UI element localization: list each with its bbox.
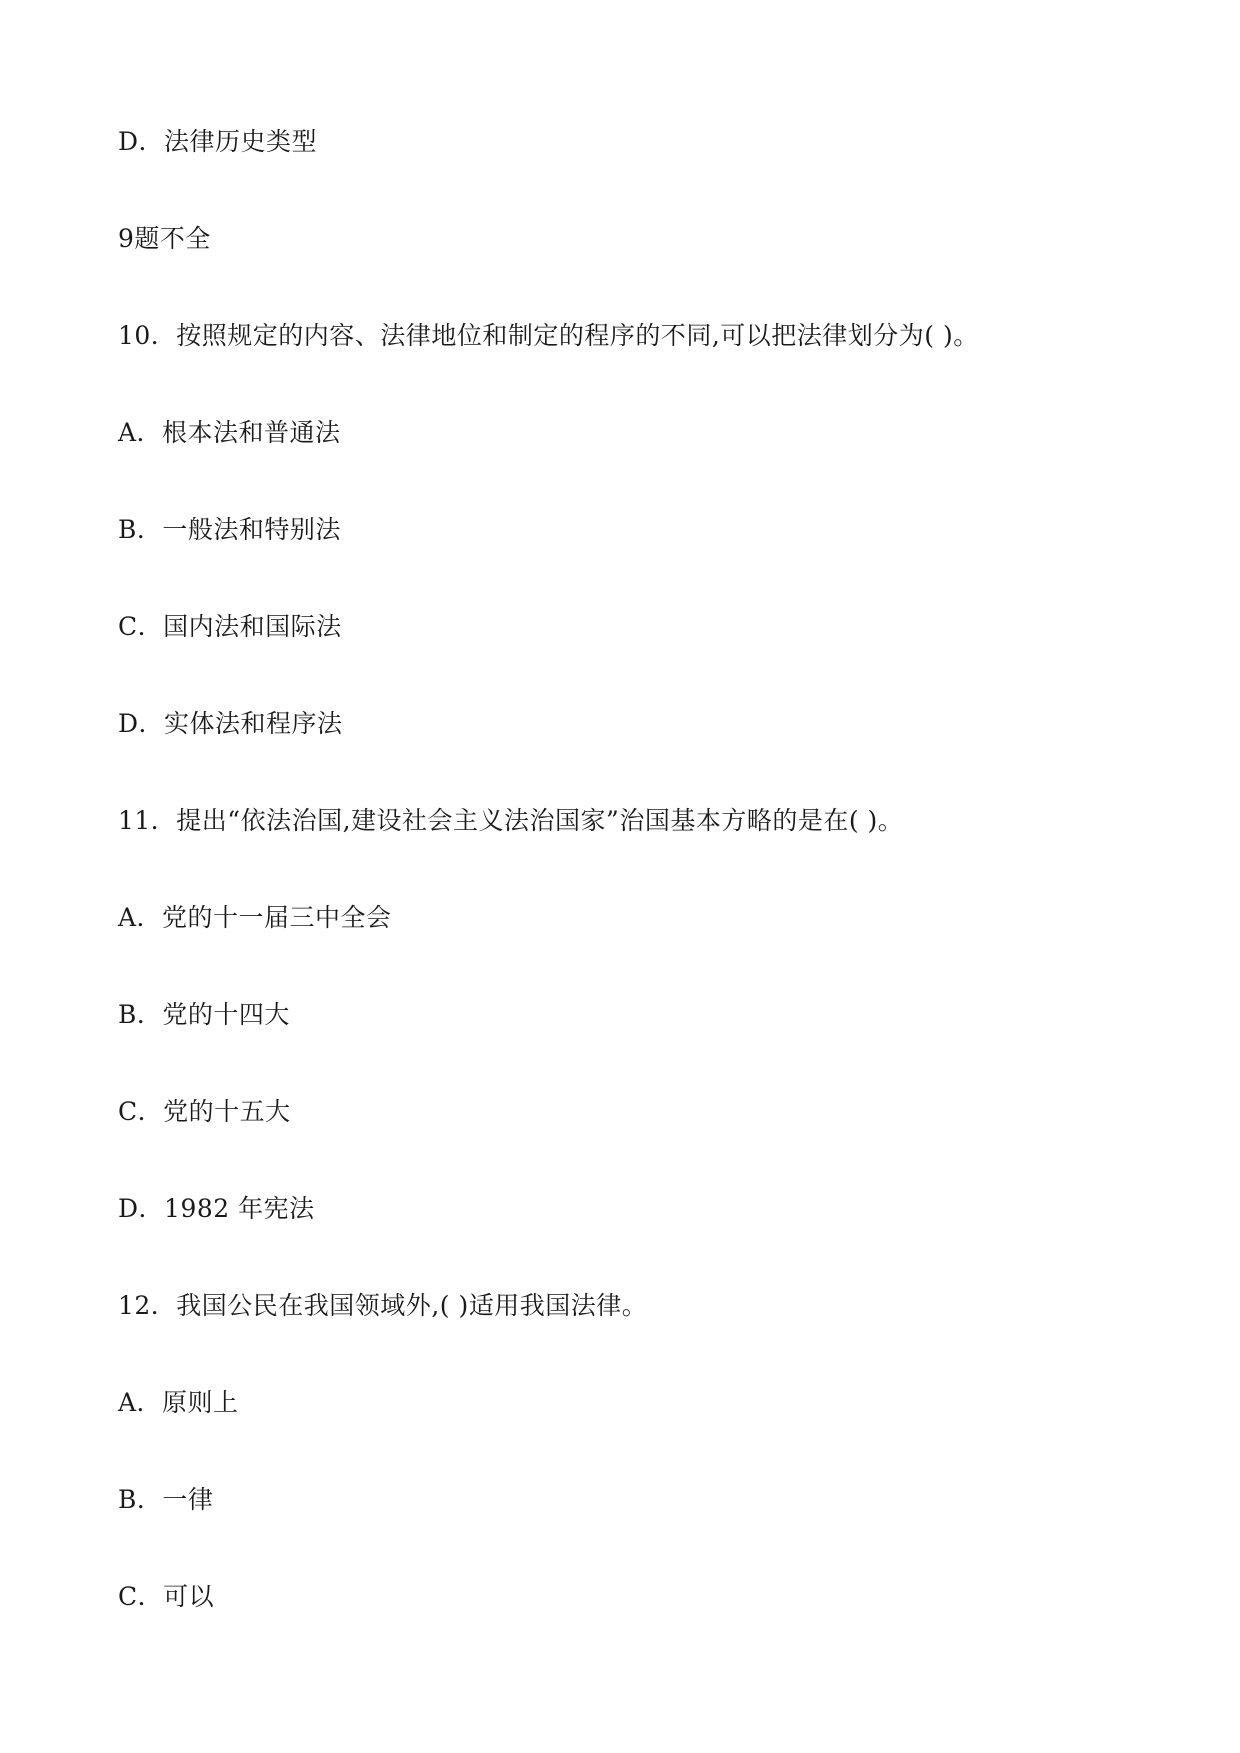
option-b-q11: B．党的十四大 bbox=[118, 1000, 290, 1029]
option-d-q11: D．1982 年宪法 bbox=[118, 1194, 315, 1223]
option-b-q10: B．一般法和特别法 bbox=[118, 515, 341, 544]
question-10: 10．按照规定的内容、法律地位和制定的程序的不同,可以把法律划分为( )。 bbox=[118, 321, 979, 350]
option-a-q11: A．党的十一届三中全会 bbox=[118, 903, 392, 932]
option-c-q12: C．可以 bbox=[118, 1582, 215, 1611]
option-c-q10: C．国内法和国际法 bbox=[118, 612, 342, 641]
option-d-q8: D．法律历史类型 bbox=[118, 127, 318, 156]
note-q9-incomplete: 9题不全 bbox=[118, 224, 211, 253]
option-a-q10: A．根本法和普通法 bbox=[118, 418, 341, 447]
option-c-q11: C．党的十五大 bbox=[118, 1097, 291, 1126]
option-a-q12: A．原则上 bbox=[118, 1388, 239, 1417]
option-b-q12: B．一律 bbox=[118, 1485, 214, 1514]
question-11: 11．提出“依法治国,建设社会主义法治国家”治国基本方略的是在( )。 bbox=[118, 806, 904, 835]
question-12: 12．我国公民在我国领域外,( )适用我国法律。 bbox=[118, 1291, 648, 1320]
option-d-q10: D．实体法和程序法 bbox=[118, 709, 343, 738]
